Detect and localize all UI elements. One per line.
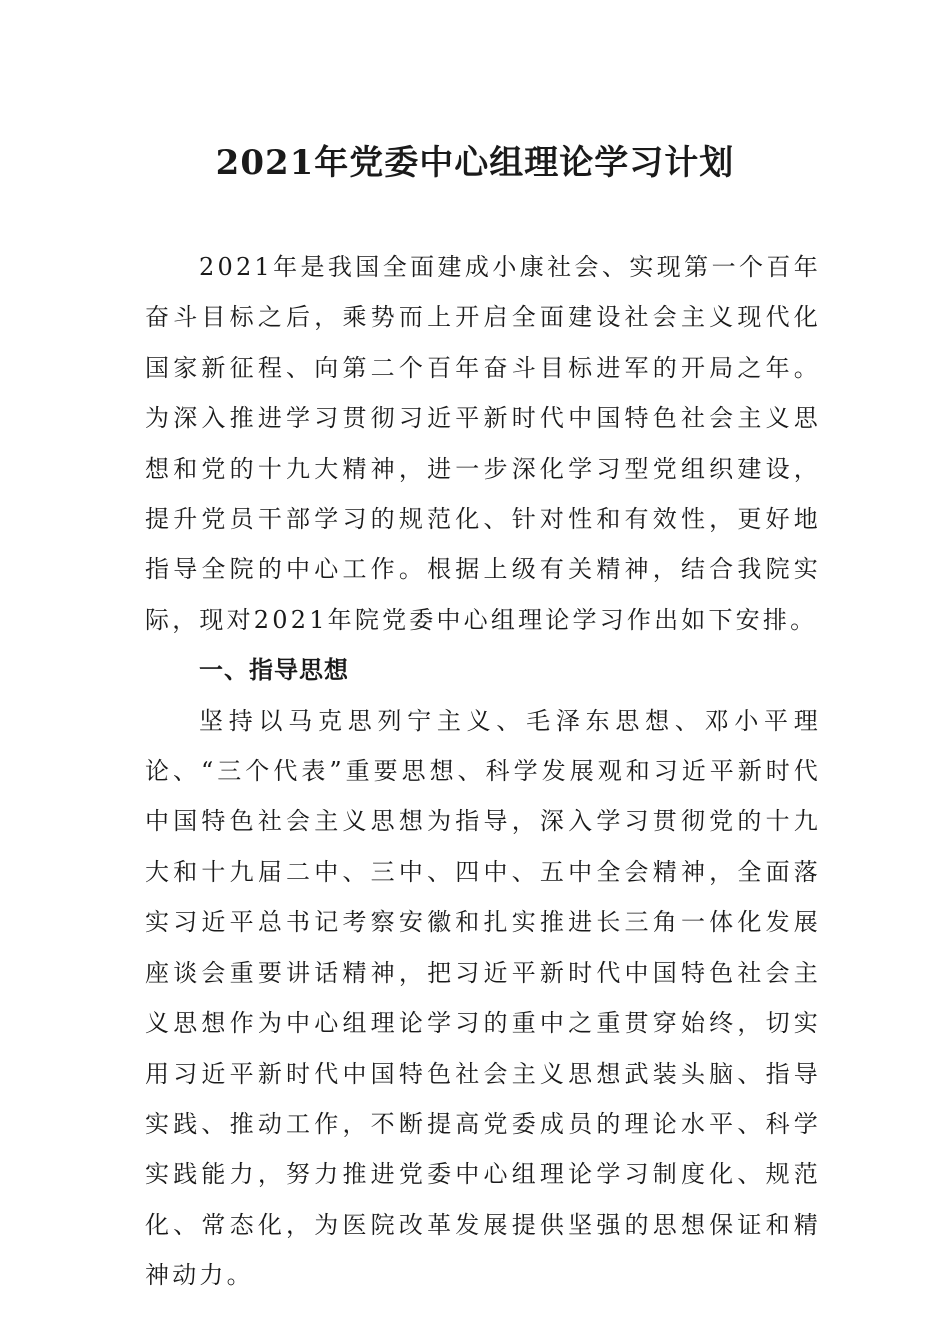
document-body	[145, 242, 821, 1301]
intro-paragraph: 2021年是我国全面建成小康社会、实现第一个百年奋斗目标之后，乘势而上开启全面建设社会主义现代化国家新征程、向第二个百年奋斗目标进军的开局之年。为深入推进学习贯彻习近平新时代中国特色社会主义思想和党的十九大精神，进一步深化学习型党组织建设，提升党员干部学习的规范化、针对性和有效性，更好地指导全院的中心工作。根据上级有关精神，结合我院实际，现对2021年院党委中心组理论学习作出如下安排。	[145, 253, 821, 634]
document-title: 2021年党委中心组理论学习计划	[215, 143, 735, 183]
section-heading-guiding-ideology: 一、指导思想	[199, 656, 349, 685]
guiding-ideology-paragraph: 坚持以马克思列宁主义、毛泽东思想、邓小平理论、“三个代表”重要思想、科学发展观和习近平新时代中国特色社会主义思想为指导，深入学习贯彻党的十九大和十九届二中、三中、四中、五中全会精神，全面落实习近平总书记考察安徽和扎实推进长三角一体化发展座谈会重要讲话精神，把习近平新时代中国特色社会主义思想作为中心组理论学习的重中之重贯穿始终，切实用习近平新时代中国特色社会主义思想武装头脑、指导实践、推动工作，不断提高党委成员的理论水平、科学实践能力，努力推进党委中心组理论学习制度化、规范化、常态化，为医院改革发展提供坚强的思想保证和精神动力。	[145, 706, 821, 1290]
